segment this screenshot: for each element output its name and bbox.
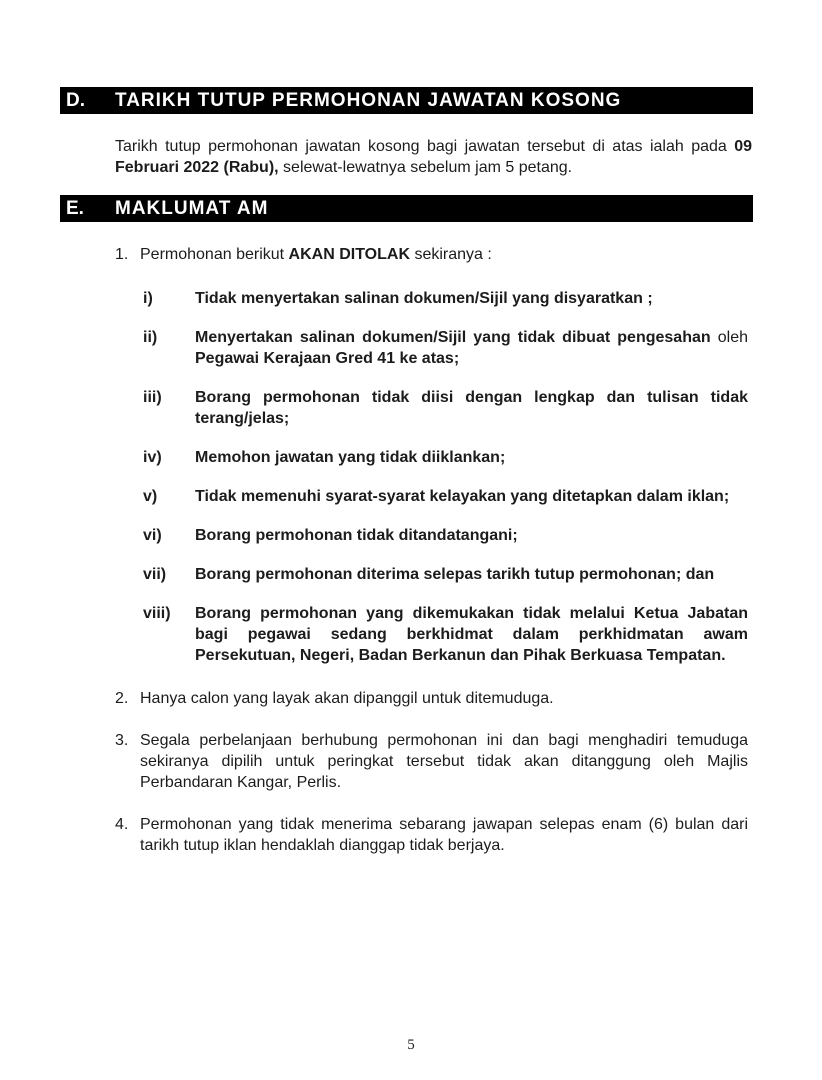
list-item-1 (115, 244, 748, 265)
item1-sublist (0, 288, 822, 666)
subitem-vi (143, 525, 748, 546)
subitem-vi-text: Borang permohonan tidak ditandatangani; (195, 527, 518, 544)
list-item-4-number: 4. (115, 816, 129, 833)
subitem-ii-text: Menyertakan salinan dokumen/Sijil yang tidak dibuat pengesahan oleh Pegawai Kerajaan Gred 41 ke atas; (195, 329, 748, 367)
subitem-ii (143, 327, 748, 369)
subitem-iv-marker: iv) (143, 449, 162, 466)
list-item-3-text: Segala perbelanjaan berhubung permohonan ini dan bagi menghadiri temuduga sekiranya dipilih untuk peringkat tersebut tidak akan ditanggung oleh Majlis Perbandaran Kangar, Perlis. (140, 732, 748, 791)
subitem-v-text: Tidak memenuhi syarat-syarat kelayakan yang ditetapkan dalam iklan; (195, 488, 730, 505)
subitem-iii-text: Borang permohonan tidak diisi dengan lengkap dan tulisan tidak terang/jelas; (195, 389, 748, 427)
section-d-label: D. (66, 90, 85, 111)
subitem-vii (143, 564, 748, 585)
list-item-2-number: 2. (115, 690, 129, 707)
paragraph-text-before: Tarikh tutup permohonan jawatan kosong bagi jawatan tersebut di atas ialah pada (115, 138, 735, 155)
subitem-viii-marker: viii) (143, 605, 171, 622)
item1-lead-text: Permohonan berikut (140, 246, 289, 263)
section-e-header (60, 195, 753, 222)
item1-lead-after: sekiranya : (410, 246, 492, 263)
item1-lead-bold: AKAN DITOLAK (288, 246, 411, 263)
subitem-vii-marker: vii) (143, 566, 167, 583)
section-d-header (60, 87, 753, 114)
subitem-vi-marker: vi) (143, 527, 162, 544)
list-item-2-text: Hanya calon yang layak akan dipanggil untuk ditemuduga. (140, 690, 554, 707)
list-item-1-text (140, 244, 748, 265)
paragraph-date-bold: 09 Februari 2022 (Rabu), (115, 138, 752, 176)
section-e-label: E. (66, 198, 84, 219)
subitem-ii-marker: ii) (143, 329, 158, 346)
subitem-viii-text: Borang permohonan yang dikemukakan tidak melalui Ketua Jabatan bagi pegawai sedang berkhidmat dalam perkhidmatan awam Persekutuan, Negeri, Badan Berkanun dan Pihak Berkuasa Tempatan. (195, 605, 748, 664)
subitem-i (143, 288, 748, 309)
list-item-4 (115, 814, 748, 856)
subitem-viii (143, 603, 748, 666)
list-item-3-number: 3. (115, 732, 129, 749)
subitem-iv-text: Memohon jawatan yang tidak diiklankan; (195, 449, 506, 466)
section-d-paragraph (115, 136, 752, 178)
subitem-i-marker: i) (143, 290, 153, 307)
subitem-iv (143, 447, 748, 468)
subitem-iii-marker: iii) (143, 389, 162, 406)
list-item-3 (115, 730, 748, 793)
subitem-v-marker: v) (143, 488, 158, 505)
subitem-vii-text: Borang permohonan diterima selepas tarikh tutup permohonan; dan (195, 566, 715, 583)
subitem-v (143, 486, 748, 507)
list-item-2 (115, 688, 748, 709)
paragraph-text-after: selewat-lewatnya sebelum jam 5 petang. (278, 159, 573, 176)
list-item-4-text: Permohonan yang tidak menerima sebarang jawapan selepas enam (6) bulan dari tarikh tutup iklan hendaklah dianggap tidak berjaya. (140, 816, 748, 854)
subitem-iii (143, 387, 748, 429)
subitem-i-text: Tidak menyertakan salinan dokumen/Sijil yang disyaratkan ; (195, 290, 653, 307)
section-e-title: MAKLUMAT AM (115, 198, 269, 219)
section-d-title: TARIKH TUTUP PERMOHONAN JAWATAN KOSONG (115, 90, 622, 111)
page-number: 5 (407, 1037, 415, 1053)
list-item-1-number: 1. (115, 246, 129, 263)
